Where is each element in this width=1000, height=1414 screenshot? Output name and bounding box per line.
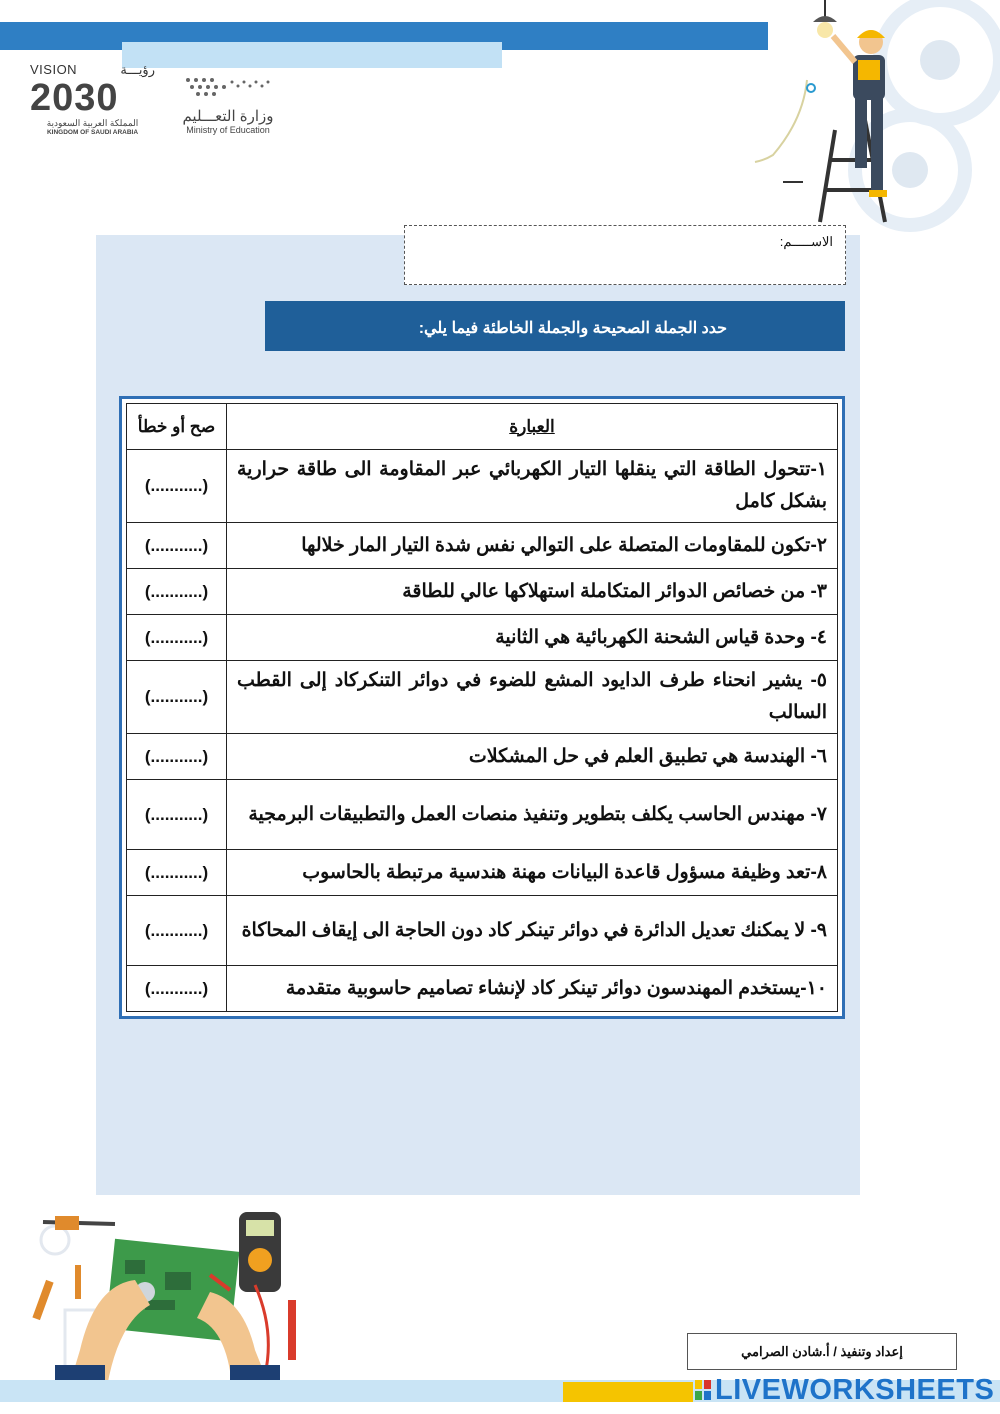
kingdom-en: KINGDOM OF SAUDI ARABIA [46,129,139,136]
statement-cell: ٣- من خصائص الدوائر المتكاملة استهلاكها عالي للطاقة [227,569,838,615]
brand-text: LIVEWORKSHEETS [715,1373,995,1406]
table-header-row [127,404,838,450]
ministry-name-en: Ministry of Education [186,125,270,135]
kingdom-ar: المملكة العربية السعودية [46,118,139,128]
answer-cell[interactable] [127,850,227,896]
vision-year: 2030 [30,77,119,119]
ministry-dots-icon [178,72,278,102]
answer-placeholder: (...........) [144,804,209,824]
table-row [127,615,838,661]
answer-cell[interactable] [127,966,227,1012]
answer-placeholder: (...........) [144,978,209,998]
header-statement: العبارة [227,404,838,450]
ministry-name-ar: وزارة التعـــليم [182,108,274,125]
answer-placeholder: (...........) [144,687,209,706]
table-row [127,450,838,523]
answer-placeholder: (...........) [144,920,209,940]
credit-box: إعداد وتنفيذ / أ.شادن الصرامي [687,1333,957,1370]
vision-label-ar: رؤيـــة [120,62,155,77]
answer-cell[interactable] [127,780,227,850]
electrician-on-ladder-illustration [745,0,935,225]
answer-cell[interactable] [127,615,227,661]
table-row [127,780,838,850]
table-row [127,661,838,734]
statement-cell: ١-تتحول الطاقة التي ينقلها التيار الكهربائي عبر المقاومة الى طاقة حرارية بشكل كامل [227,450,838,523]
ministry-of-education-logo [158,72,298,135]
table-row [127,896,838,966]
true-false-table [119,396,845,1019]
vision-2030-logo [30,62,155,136]
table-row [127,523,838,569]
circuit-board-hands-illustration [25,1200,315,1400]
statement-cell: ٨-تعد وظيفة مسؤول قاعدة البيانات مهنة هندسية مرتبطة بالحاسوب [227,850,838,896]
logos [30,62,310,152]
statement-cell: ٩- لا يمكنك تعديل الدائرة في دوائر تينكر كاد دون الحاجة الى إيقاف المحاكاة [227,896,838,966]
statement-cell: ١٠-يستخدم المهندسون دوائر تينكر كاد لإنشاء تصاميم حاسوبية متقدمة [227,966,838,1012]
answer-cell[interactable] [127,896,227,966]
live-mark-icon [695,1378,713,1402]
answer-cell[interactable] [127,569,227,615]
table-row [127,966,838,1012]
statement-cell: ٢-تكون للمقاومات المتصلة على التوالي نفس شدة التيار المار خلالها [227,523,838,569]
statement-cell: ٥- يشير انحناء طرف الدايود المشع للضوء في دوائر التنكركاد إلى القطب السالب [227,661,838,734]
answer-placeholder: (...........) [144,862,209,882]
answer-placeholder: (...........) [144,746,209,766]
footer-yellow-band [563,1382,693,1402]
name-field-label: الاســـــم: [779,234,833,249]
answer-placeholder: (...........) [144,581,209,601]
answer-placeholder: (...........) [144,627,209,647]
answer-cell[interactable] [127,450,227,523]
table-row [127,569,838,615]
statement-cell: ٤- وحدة قياس الشحنة الكهربائية هي الثانية [227,615,838,661]
answer-placeholder: (...........) [144,476,209,495]
table-row [127,850,838,896]
statement-cell: ٦- الهندسة هي تطبيق العلم في حل المشكلات [227,734,838,780]
vision-label-en: VISION [30,62,78,77]
table-row [127,734,838,780]
statement-cell: ٧- مهندس الحاسب يكلف بتطوير وتنفيذ منصات العمل والتطبيقات البرمجية [227,780,838,850]
liveworksheets-logo[interactable] [695,1374,995,1406]
header-answer: صح أو خطأ [127,404,227,450]
name-field[interactable] [404,225,846,285]
instruction-banner: حدد الجملة الصحيحة والجملة الخاطئة فيما يلي: [265,301,845,351]
answer-cell[interactable] [127,661,227,734]
answer-cell[interactable] [127,734,227,780]
answer-placeholder: (...........) [144,535,209,555]
answer-cell[interactable] [127,523,227,569]
